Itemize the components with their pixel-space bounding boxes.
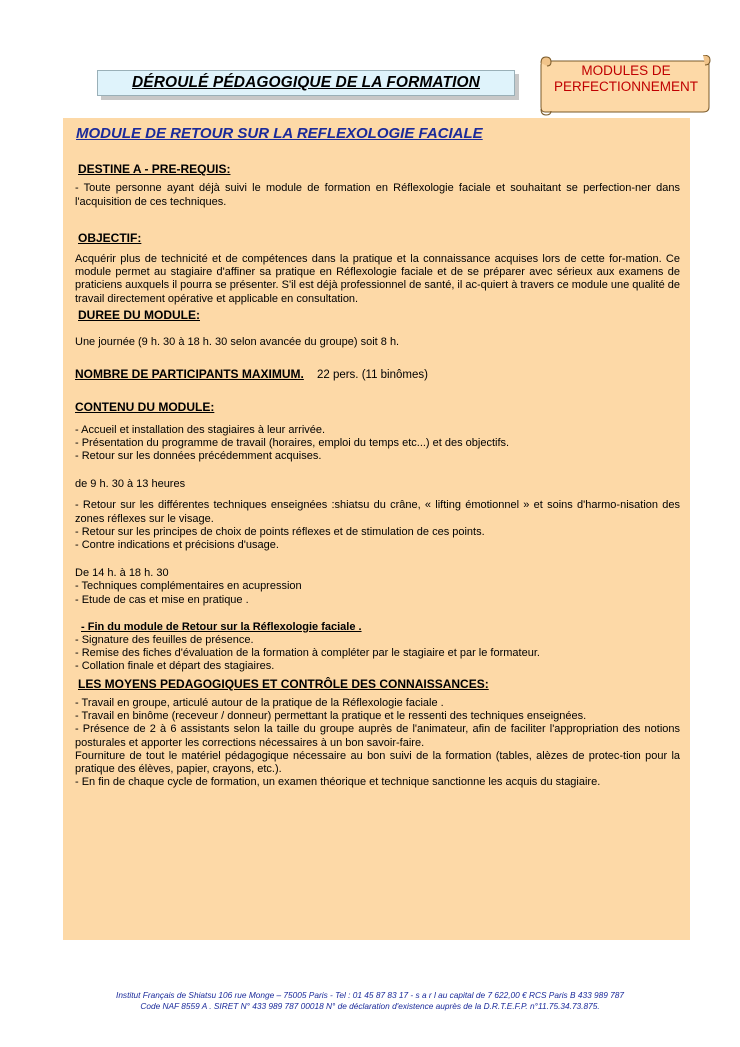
destine-heading: DESTINE A - PRE-REQUIS: — [78, 162, 231, 177]
participants-line — [75, 368, 680, 382]
participants-heading: NOMBRE DE PARTICIPANTS MAXIMUM. — [75, 367, 304, 382]
list-item: - Accueil et installation des stagiaires à leur arrivée. — [75, 423, 326, 436]
duree-text: Une journée (9 h. 30 à 18 h. 30 selon avancée du groupe) soit 8 h. — [75, 336, 400, 349]
module-title: MODULE DE RETOUR SUR LA REFLEXOLOGIE FACIALE — [76, 125, 483, 142]
badge-line-2: PERFECTIONNEMENT — [553, 79, 698, 94]
list-item: - Retour sur les données précédemment acquises. — [75, 450, 322, 463]
page-title-box — [97, 70, 515, 96]
list-item: - Travail en groupe, articulé autour de la pratique de la Réflexologie faciale . — [75, 696, 444, 709]
morning-items — [75, 499, 680, 552]
duree-heading: DUREE DU MODULE: — [78, 307, 200, 322]
page-title: DÉROULÉ PÉDAGOGIQUE DE LA FORMATION — [132, 74, 480, 91]
moyens-items — [75, 697, 680, 789]
list-item: - Présentation du programme de travail (horaires, emploi du temps etc...) et des objectifs. — [75, 436, 510, 449]
list-item: - Retour sur les différentes techniques enseignées :shiatsu du crâne, « lifting émotionnel » et soins d'harmo-nisation des zones réflexes sur le visage. — [75, 499, 680, 525]
morning-time: de 9 h. 30 à 13 heures — [75, 478, 186, 491]
list-item: - Collation finale et départ des stagiaires. — [75, 660, 275, 673]
badge-line-1: MODULES DE — [581, 63, 671, 78]
destine-text: - Toute personne ayant déjà suivi le module de formation en Réflexologie faciale et souhaitant se perfection-ner dans l'acquisition de ces techniques. — [75, 182, 680, 208]
modules-badge — [539, 55, 709, 115]
afternoon-items — [75, 580, 680, 606]
list-item: - Contre indications et précisions d'usage. — [75, 539, 279, 552]
list-item: - Retour sur les principes de choix de points réflexes et de stimulation de ces points. — [75, 525, 485, 538]
contenu-intro — [75, 424, 680, 464]
end-items — [75, 634, 680, 674]
footer-line-1: Institut Français de Shiatsu 106 rue Monge – 75005 Paris - Tel : 01 45 87 83 17 - s a r l au capital de 7 622,00 € RCS Paris B 433 989 787 — [116, 990, 624, 1000]
list-item: - Techniques complémentaires en acupression — [75, 580, 302, 593]
footer — [0, 990, 740, 1012]
end-title: - Fin du module de Retour sur la Réflexologie faciale . — [81, 620, 362, 633]
list-item: - Présence de 2 à 6 assistants selon la taille du groupe auprès de l'animateur, afin de faciliter l'appropriation des notions posturales et apporter les corrections nécessaires à un bon savoir-faire. — [75, 723, 680, 749]
objectif-text: Acquérir plus de technicité et de compétences dans la pratique et la connaissance acquises lors de cette for-mation. Ce module permet au stagiaire d'affiner sa pratique en Réflexologie faciale et de se préparer avec sérieux aux examens de praticiens auxquels il pourra se présenter. S'il est déjà professionnel de santé, il ac-quiert à travers ce module une qualité de travail directement opérative et applicable en consultation. — [75, 253, 680, 305]
participants-value: 22 pers. (11 binômes) — [316, 369, 428, 382]
list-item: Fourniture de tout le matériel pédagogique nécessaire au bon suivi de la formation (tables, alèzes de protec-tion pour la pratique des élèves, papier, crayons, etc.). — [75, 749, 680, 775]
list-item: - Remise des fiches d'évaluation de la formation à compléter par le stagiaire et par le formateur. — [75, 647, 540, 660]
list-item: - Etude de cas et mise en pratique . — [75, 593, 249, 606]
footer-line-2: Code NAF 8559 A . SIRET N° 433 989 787 00018 N° de déclaration d'existence auprès de la D.R.T.E.F.P. n°11.75.34.73.875. — [140, 1001, 600, 1011]
objectif-heading: OBJECTIF: — [78, 230, 142, 245]
contenu-heading: CONTENU DU MODULE: — [75, 400, 215, 415]
moyens-heading: LES MOYENS PEDAGOGIQUES ET CONTRÔLE DES CONNAISSANCES: — [78, 676, 489, 691]
list-item: - Signature des feuilles de présence. — [75, 634, 254, 647]
module-content — [75, 125, 680, 789]
afternoon-time: De 14 h. à 18 h. 30 — [75, 567, 169, 580]
list-item: - En fin de chaque cycle de formation, un examen théorique et technique sanctionne les acquis du stagiaire. — [75, 776, 601, 789]
badge-text — [547, 63, 705, 95]
list-item: - Travail en binôme (receveur / donneur) permettant la pratique et le ressenti des techniques enseignées. — [75, 710, 587, 723]
